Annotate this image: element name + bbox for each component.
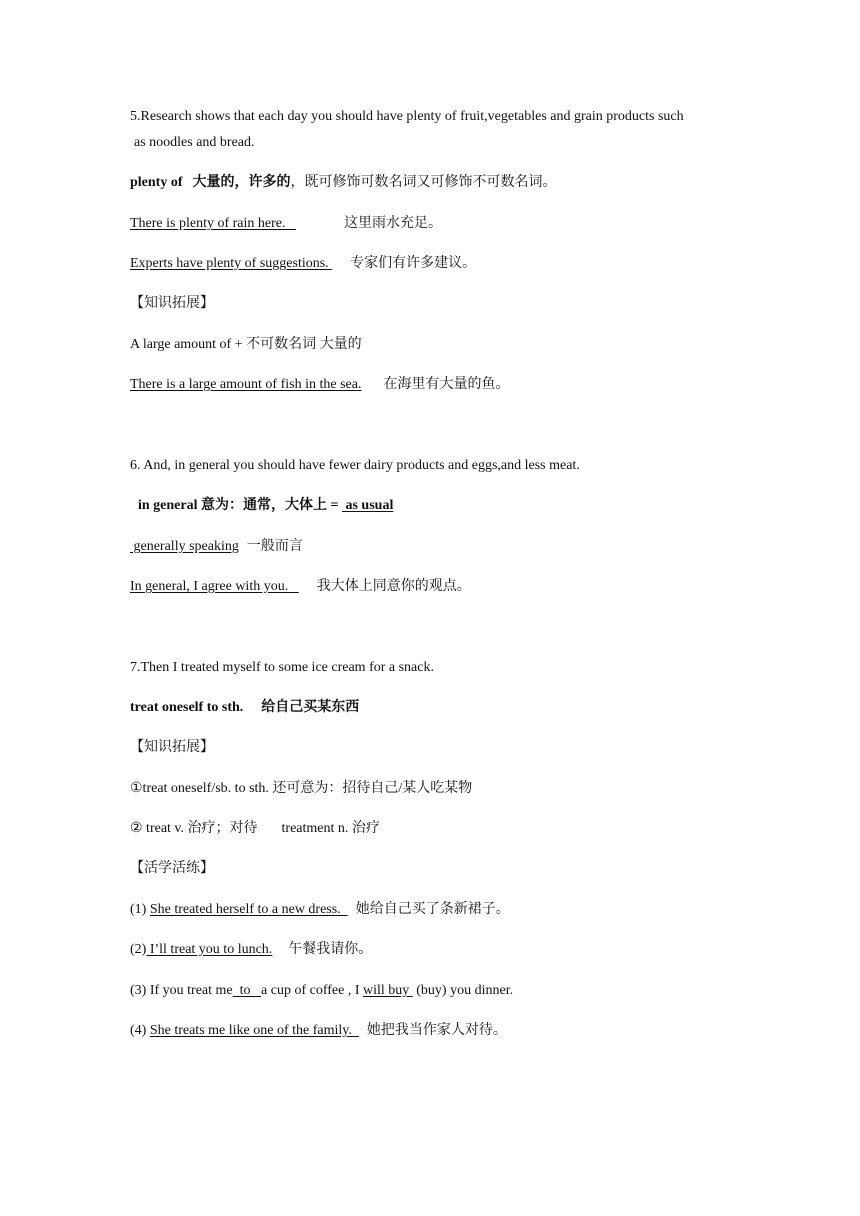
s7-term-line [130, 699, 359, 717]
s5-example2-en: Experts have plenty of suggestions. [130, 256, 333, 271]
s7-term: treat oneself to sth. [130, 700, 244, 715]
s7-practice-item3-part3: (buy) you dinner. [412, 983, 514, 998]
s7-extension-item2 [130, 820, 380, 838]
s6-term-line [138, 497, 393, 515]
s6-term-equivalent: as usual [341, 498, 394, 513]
s5-extension-phrase: A large amount of + 不可数名词 大量的 [130, 337, 362, 352]
s7-extension-item2-treat: ② treat v. 治疗；对待 [130, 821, 258, 836]
s5-example1 [130, 215, 442, 233]
s7-practice-item3-part1: (3) If you treat me [130, 983, 233, 998]
s7-extension-heading: 【知识拓展】 [130, 740, 214, 755]
s5-example1-en: There is plenty of rain here. [130, 216, 296, 231]
s6-example-zh: 我大体上同意你的观点。 [316, 579, 471, 594]
s5-extension-heading: 【知识拓展】 [130, 296, 214, 311]
s5-sentence-line2: as noodles and bread. [134, 135, 255, 150]
s7-practice-item2-zh: 午餐我请你。 [288, 942, 373, 957]
s7-extension-item2-treatment: treatment n. 治疗 [281, 821, 380, 836]
s7-practice-item1-zh: 她给自己买了条新裙子。 [355, 902, 510, 917]
s7-practice-item2 [130, 941, 372, 959]
s6-sentence: 6. And, in general you should have fewer dairy products and eggs,and less meat. [130, 458, 580, 473]
s7-practice-item4-zh: 她把我当作家人对待。 [366, 1023, 507, 1038]
s7-extension-item1: ①treat oneself/sb. to sth. 还可意为：招待自己/某人吃某物 [130, 781, 473, 796]
s7-practice-item3-blank2: will buy [362, 983, 413, 998]
s7-practice-item1-number: (1) [130, 902, 150, 917]
s7-practice-item4 [130, 1022, 507, 1040]
s5-term-meaning: 大量的，许多的 [192, 175, 291, 190]
s7-term-zh: 给自己买某东西 [261, 700, 360, 715]
s6-synonym-zh: 一般而言 [246, 539, 303, 554]
s7-sentence: 7.Then I treated myself to some ice cream for a snack. [130, 660, 434, 675]
s5-example1-zh: 这里雨水充足。 [344, 216, 442, 231]
s7-practice-item3 [130, 982, 513, 1000]
s5-extension-example-en: There is a large amount of fish in the sea. [130, 377, 362, 392]
s6-example-en: In general, I agree with you. [130, 579, 299, 594]
s6-term: in general 意为：通常，大体上 = [138, 498, 342, 513]
s7-practice-item3-part2: a cup of coffee , I [261, 983, 363, 998]
s5-sentence-line1: 5.Research shows that each day you should have plenty of fruit,vegetables and grain products such [130, 109, 684, 124]
s6-example [130, 578, 471, 596]
s5-example2-zh: 专家们有许多建议。 [350, 256, 477, 271]
s7-practice-item3-blank1: to [232, 983, 262, 998]
s5-example2 [130, 255, 476, 273]
s7-practice-heading: 【活学活练】 [130, 861, 214, 876]
s5-extension-example-zh: 在海里有大量的鱼。 [383, 377, 510, 392]
s7-practice-item2-number: (2) [130, 942, 147, 957]
s7-practice-item1-en: She treated herself to a new dress. [149, 902, 348, 917]
s5-term-line [130, 174, 557, 192]
s7-practice-item2-en: I’ll treat you to lunch. [146, 942, 273, 957]
s5-term: plenty of [130, 175, 183, 190]
s5-term-note: ，既可修饰可数名词又可修饰不可数名词。 [290, 175, 557, 190]
s7-practice-item4-en: She treats me like one of the family. [149, 1023, 359, 1038]
s6-synonym-en: generally speaking [130, 539, 239, 554]
s7-practice-item1 [130, 901, 510, 919]
s7-practice-item4-number: (4) [130, 1023, 150, 1038]
s5-extension-example [130, 376, 509, 394]
s6-synonym [130, 538, 303, 556]
